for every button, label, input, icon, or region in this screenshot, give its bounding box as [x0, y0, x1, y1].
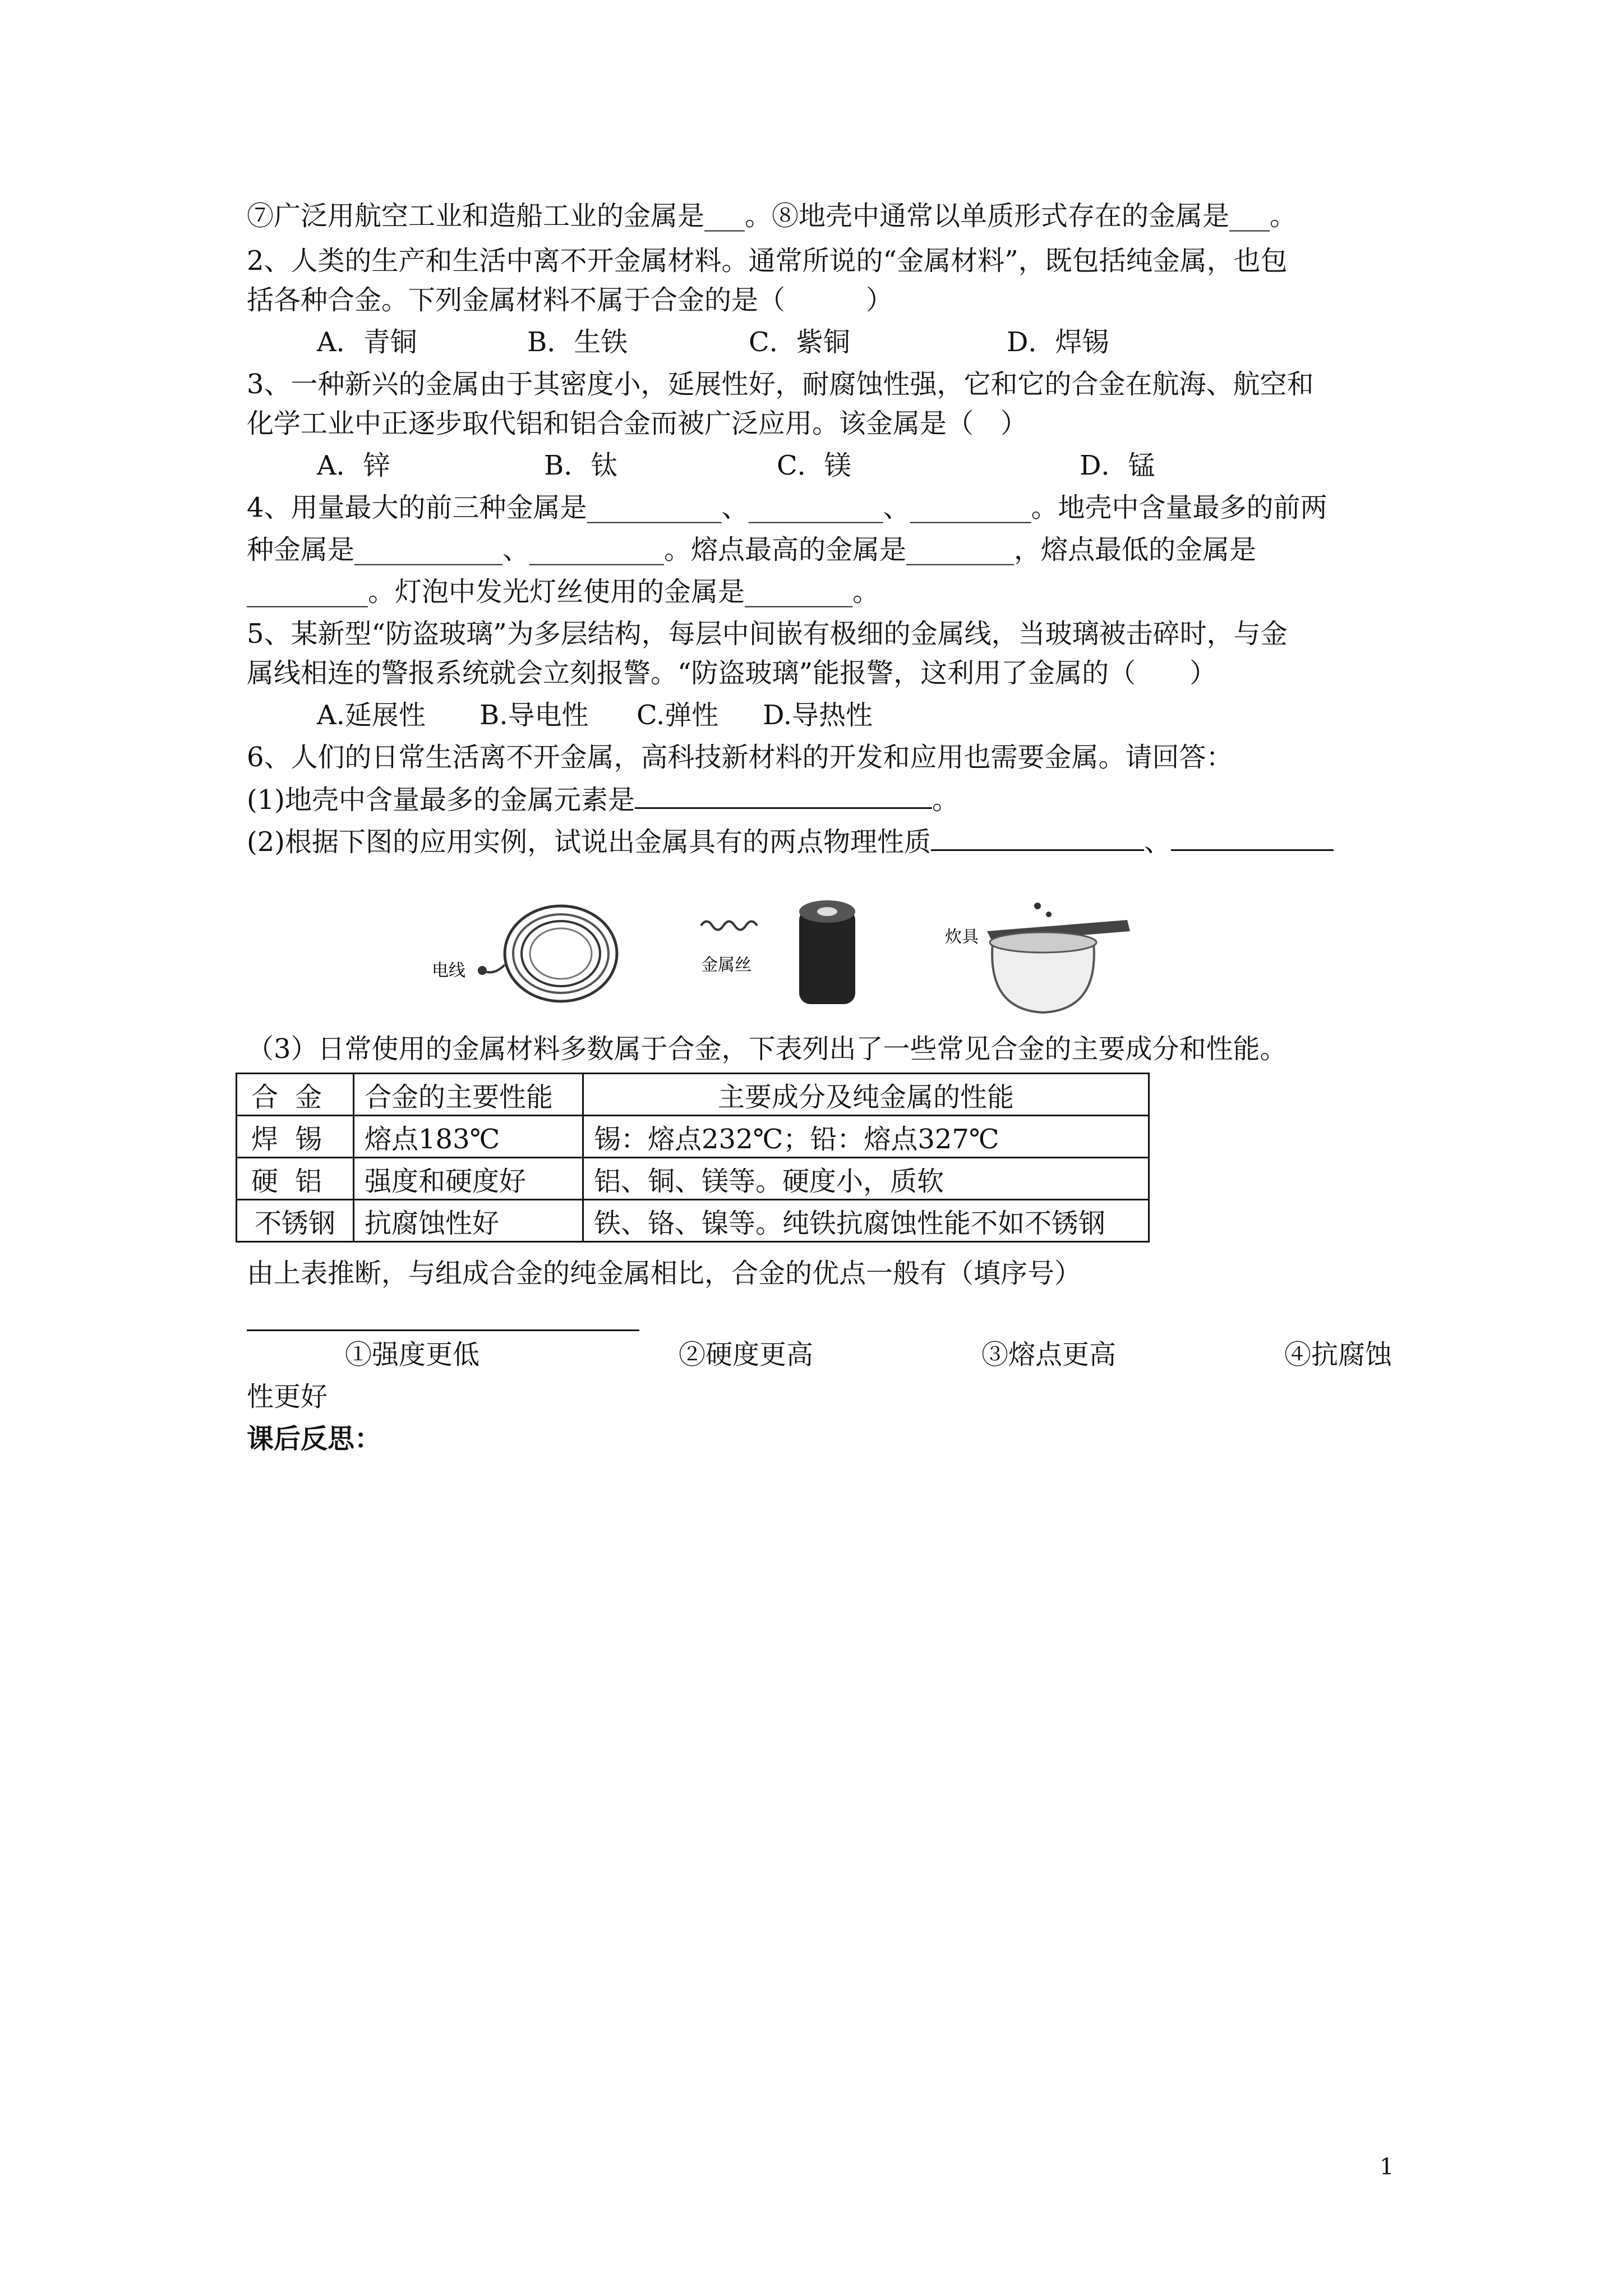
question-3-line-2: 化学工业中正逐步取代铝和铝合金而被广泛应用。该金属是（ ） — [247, 408, 1028, 439]
wire-label: 电线 — [432, 961, 465, 981]
q3-option-d: D．锰 — [1080, 450, 1155, 481]
answer-blank — [931, 825, 1144, 851]
question-2-line-1: 2、人类的生产和生活中离不开金属材料。通常所说的“金属材料”，既包括纯金属，也包 — [247, 245, 1288, 277]
q6-part-1-text: (1)地壳中含量最多的金属元素是 — [247, 784, 635, 816]
q5-option-b: B.导电性 — [479, 700, 589, 731]
table-row — [237, 1200, 1149, 1242]
table-header: 合金 — [237, 1074, 354, 1116]
q2-option-a: A．青铜 — [317, 326, 417, 358]
infer-option-1: ①强度更低 — [345, 1339, 480, 1370]
answer-blank — [635, 783, 932, 809]
q2-option-d: D．焊锡 — [1007, 326, 1109, 358]
question-6-part-2 — [247, 825, 1334, 859]
application-figure — [426, 886, 1183, 1021]
cookware-label: 炊具 — [945, 927, 979, 947]
metal-wire-label: 金属丝 — [701, 955, 751, 975]
q5-option-c: C.弹性 — [637, 700, 719, 731]
question-6-intro: 6、人们的日常生活离不开金属，高科技新材料的开发和应用也需要金属。请回答： — [247, 742, 1233, 773]
question-4-line-2: 种金属是___________、__________。熔点最高的金属是________，熔点最低的金属是 — [247, 534, 1257, 565]
question-4-line-1: 4、用量最大的前三种金属是__________、__________、_________。地壳中含量最多的前两 — [247, 492, 1327, 523]
q3-option-a: A．锌 — [317, 450, 390, 481]
table-cell: 硬铝 — [237, 1158, 354, 1200]
question-3-line-1: 3、一种新兴的金属由于其密度小，延展性好，耐腐蚀性强，它和它的合金在航海、航空和 — [247, 369, 1314, 400]
question-5-line-1: 5、某新型“防盗玻璃”为多层结构，每层中间嵌有极细的金属线，当玻璃被击碎时，与金 — [247, 618, 1288, 650]
page-number: 1 — [1380, 2154, 1394, 2180]
infer-option-3: ③熔点更高 — [981, 1339, 1117, 1370]
q3-option-c: C．镁 — [777, 450, 851, 481]
table-cell: 铁、铬、镍等。纯铁抗腐蚀性能不如不锈钢 — [583, 1200, 1149, 1242]
inference-prompt: 由上表推断，与组成合金的纯金属相比，合金的优点一般有（填序号） — [247, 1258, 1082, 1289]
answer-blank — [1171, 825, 1334, 851]
question-6-part-1 — [247, 783, 959, 817]
question-1-tail: ⑦广泛用航空工业和造船工业的金属是___。⑧地壳中通常以单质形式存在的金属是___。 — [247, 200, 1297, 232]
infer-option-2: ②硬度更高 — [679, 1339, 814, 1370]
table-header-row — [237, 1074, 1149, 1116]
table-header: 主要成分及纯金属的性能 — [583, 1074, 1149, 1116]
metal-wire-illustration — [701, 900, 855, 1004]
table-row — [237, 1116, 1149, 1158]
cookware-illustration — [987, 903, 1130, 1013]
q2-option-c: C．紫铜 — [749, 326, 850, 358]
q5-option-a: A.延展性 — [317, 700, 426, 731]
reflection-heading: 课后反思： — [247, 1423, 382, 1455]
infer-option-4: ④抗腐蚀 — [1284, 1339, 1393, 1370]
question-2-line-2: 括各种合金。下列金属材料不属于合金的是（ ） — [247, 284, 893, 316]
question-6-part-3: （3）日常使用的金属材料多数属于合金，下表列出了一些常见合金的主要成分和性能。 — [247, 1033, 1287, 1065]
q6-part-1-end: 。 — [932, 784, 960, 816]
q6-part-2-text: (2)根据下图的应用实例，试说出金属具有的两点物理性质 — [247, 826, 931, 858]
table-cell: 强度和硬度好 — [354, 1158, 583, 1200]
table-cell: 锡：熔点232℃；铅：熔点327℃ — [583, 1116, 1149, 1158]
question-4-line-3: _________。灯泡中发光灯丝使用的金属是________。 — [247, 576, 880, 608]
answer-blank — [247, 1329, 639, 1331]
q2-option-b: B．生铁 — [527, 326, 628, 358]
q6-part-2-sep: 、 — [1144, 826, 1172, 858]
question-5-line-2: 属线相连的警报系统就会立刻报警。“防盗玻璃”能报警，这利用了金属的（ ） — [247, 657, 1217, 689]
table-header: 合金的主要性能 — [354, 1074, 583, 1116]
infer-option-4-continued: 性更好 — [247, 1381, 328, 1412]
table-cell: 抗腐蚀性好 — [354, 1200, 583, 1242]
application-illustrations — [426, 886, 1183, 1021]
q5-option-d: D.导热性 — [763, 700, 873, 731]
table-row — [237, 1158, 1149, 1200]
wire-coil-illustration — [478, 906, 617, 1001]
q3-option-b: B．钛 — [544, 450, 618, 481]
table-cell: 铝、铜、镁等。硬度小，质软 — [583, 1158, 1149, 1200]
alloy-table — [236, 1073, 1150, 1243]
table-cell: 焊锡 — [237, 1116, 354, 1158]
table-cell: 不锈钢 — [237, 1200, 354, 1242]
table-cell: 熔点183℃ — [354, 1116, 583, 1158]
